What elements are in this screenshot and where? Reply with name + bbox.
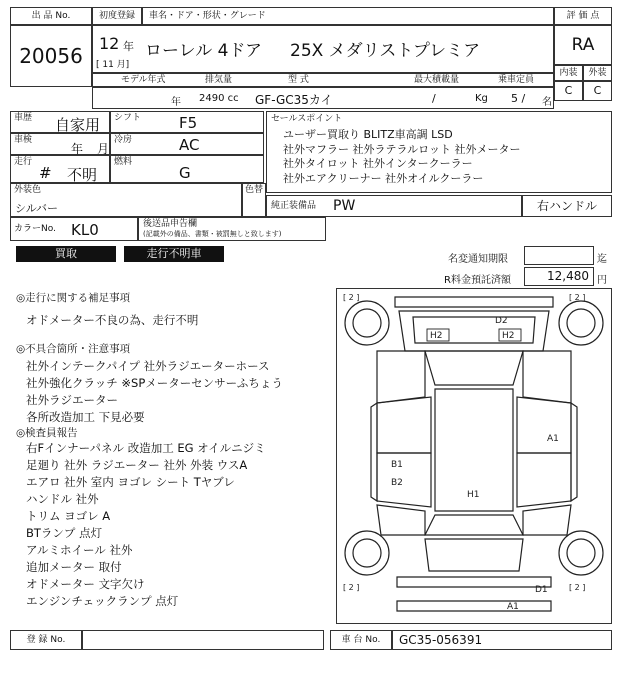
color-change-label: 色替 <box>245 185 264 195</box>
car-name: ローレル 4ドア <box>145 41 262 61</box>
sales-point-item: 社外マフラー 社外ラテラルロット 社外メーター <box>283 142 521 156</box>
door-rear-right <box>517 453 571 507</box>
mark-a1-rear: A1 <box>507 602 519 612</box>
sales-point-item: ユーザー買取り BLITZ車高調 LSD <box>283 128 453 141</box>
ext-color-cell <box>10 183 242 217</box>
ac-value: AC <box>179 136 200 154</box>
inspection-cell <box>10 133 110 155</box>
note-line: 追加メーター 取付 <box>26 560 122 574</box>
shift-value: F5 <box>179 114 198 132</box>
ac-label: 冷房 <box>114 135 133 145</box>
displacement-label: 排気量 <box>205 75 233 85</box>
mileage-prefix: # <box>39 164 52 182</box>
grade-label: 評 価 点 <box>566 11 600 21</box>
capacity: 5 / <box>511 92 526 105</box>
year-unit: 年 <box>123 40 134 53</box>
color-no-label: カラーNo. <box>14 224 56 234</box>
sales-point-label: セールスポイント <box>271 114 343 124</box>
fender-rear-right <box>523 505 571 535</box>
interior-value-cell <box>554 81 583 101</box>
rear-glass <box>425 515 523 535</box>
note-line: オドメーター不良の為、走行不明 <box>26 313 199 327</box>
car-name-label: 車名・ドア・形状・グレード <box>149 11 266 21</box>
ext-color-value: シルバー <box>15 202 58 215</box>
note-line: トリム ヨゴレ A <box>26 509 111 523</box>
note-line: 各所改造加工 下見必要 <box>26 410 145 424</box>
mark-b2: B2 <box>391 478 403 488</box>
chassis-value-cell <box>392 630 612 650</box>
note-line: 社外インテークパイプ 社外ラジエーターホース <box>26 359 270 373</box>
car-diagram-frame <box>336 288 612 624</box>
wheel-rear-left-hub <box>353 539 381 567</box>
lot-number-cell <box>10 25 92 87</box>
max-load-unit: Kg <box>475 93 488 104</box>
wheel-front-right <box>559 301 603 345</box>
fuel-value: G <box>179 164 191 182</box>
lot-number: 20056 <box>19 44 83 68</box>
interior-label-cell <box>554 65 583 81</box>
windshield <box>425 351 523 385</box>
note-line: エアロ 社外 室内 ヨゴレ シート Tヤブレ <box>26 475 235 489</box>
lot-label-cell <box>10 7 92 25</box>
wheel-rear-right-hub <box>567 539 595 567</box>
reg-no-label-cell <box>10 630 82 650</box>
trunk-lid <box>425 539 523 571</box>
aftermarket-note: (記載外の備品、書類・被罰無しと致します) <box>143 230 282 238</box>
wheel-rear-right <box>559 531 603 575</box>
deadline-label: 名変通知期限 <box>448 254 508 265</box>
standard-equip-value: PW <box>333 198 356 214</box>
first-reg-month: [ 11 月] <box>96 60 130 70</box>
chassis-label: 車 台 No. <box>341 635 381 645</box>
reg-no-label: 登 録 No. <box>26 635 66 645</box>
exterior-value-cell <box>583 81 612 101</box>
grade-value-cell <box>554 25 612 65</box>
first-reg-label: 初度登録 <box>98 11 135 21</box>
displacement: 2490 cc <box>199 93 239 104</box>
side-skirt-left <box>371 403 377 501</box>
notes-block <box>16 290 326 610</box>
sales-point-item: 社外タイロット 社外インタークーラー <box>283 157 473 170</box>
aftermarket-cell <box>138 217 326 241</box>
max-load-label: 最大積載量 <box>414 75 460 85</box>
corner-label-bottom-right: [ 2 ] <box>569 583 586 592</box>
fuel-cell <box>110 155 264 183</box>
deadline-box <box>524 246 594 265</box>
front-bumper <box>395 297 553 307</box>
car-diagram <box>337 289 611 623</box>
mileage-cell <box>10 155 110 183</box>
fender-rear-left <box>377 505 425 535</box>
mark-h1: H1 <box>467 490 480 500</box>
deadline-unit: 迄 <box>597 254 607 265</box>
shift-label: シフト <box>114 113 142 123</box>
note-heading: ◎不具合箇所・注意事項 <box>16 343 131 355</box>
history-cell <box>10 111 110 133</box>
mark-d1: D1 <box>535 585 548 595</box>
note-heading: ◎走行に関する補足事項 <box>16 292 131 304</box>
lot-label: 出 品 No. <box>31 11 71 21</box>
model-year-label: モデル年式 <box>121 75 166 85</box>
corner-label-top-right: [ 2 ] <box>569 293 586 302</box>
fender-front-left <box>377 351 425 403</box>
spec-label-row <box>92 73 554 87</box>
recycle-unit: 円 <box>597 275 607 286</box>
first-reg-year: 12 <box>99 34 120 53</box>
sales-point-cell <box>266 111 612 193</box>
sales-point-item: 社外エアクリーナー 社外オイルクーラー <box>283 171 484 185</box>
corner-label-top-left: [ 2 ] <box>343 293 360 302</box>
spec-value-row <box>92 87 554 109</box>
mark-h2-right: H2 <box>502 331 515 341</box>
note-line: 足廻り 社外 ラジエーター 社外 外装 ウスA <box>26 458 248 472</box>
interior-label: 内装 <box>559 68 578 78</box>
grade-value: RA <box>571 35 595 55</box>
capacity-unit: 名 <box>542 97 552 108</box>
door-rear-left <box>377 453 431 507</box>
wheel-front-left <box>345 301 389 345</box>
side-skirt-right <box>571 403 577 501</box>
note-line: 右Fインナーパネル 改造加工 EG オイルニジミ <box>26 441 266 455</box>
standard-equip-cell <box>266 195 522 217</box>
type-label: 型 式 <box>288 75 309 85</box>
ext-color-label: 外装色 <box>14 185 42 195</box>
sales-point-list <box>283 128 520 186</box>
steering-value: 右ハンドル <box>536 199 597 213</box>
note-line: ハンドル 社外 <box>26 492 99 506</box>
purchase-tag: 買取 <box>16 246 116 262</box>
note-line: 社外ラジエーター <box>26 393 118 407</box>
recycle-box <box>524 267 594 286</box>
mileage-value: 不明 <box>67 166 98 184</box>
color-change-cell <box>242 183 266 217</box>
color-no-cell <box>10 217 138 241</box>
mileage-label: 走行 <box>14 157 33 167</box>
note-line: オドメーター 文字欠け <box>26 577 145 591</box>
model-year-unit: 年 <box>171 97 181 108</box>
history-label: 車歴 <box>14 113 33 123</box>
door-front-left <box>377 397 431 453</box>
mark-a1-right-door: A1 <box>547 434 559 444</box>
mark-d2: D2 <box>495 316 508 326</box>
aftermarket-label: 後送品申告欄 <box>143 219 198 229</box>
type-value: GF-GC35カイ <box>255 93 333 107</box>
recycle-label: R料金預託済額 <box>444 275 511 286</box>
note-heading: ◎検査員報告 <box>16 427 78 439</box>
inspection-month: 月 <box>97 142 110 156</box>
note-line: アルミホイール 社外 <box>26 543 133 557</box>
first-reg-label-cell <box>92 7 142 25</box>
fuel-label: 燃料 <box>114 157 133 167</box>
rear-valance <box>397 601 551 611</box>
max-load: / <box>432 92 436 105</box>
ac-cell <box>110 133 264 155</box>
fender-front-right <box>523 351 571 403</box>
chassis-label-cell <box>330 630 392 650</box>
color-no-value: KL0 <box>71 221 99 239</box>
mark-b1: B1 <box>391 460 403 470</box>
shift-cell <box>110 111 264 133</box>
rear-bumper <box>397 577 551 587</box>
standard-equip-label: 純正装備品 <box>271 201 317 211</box>
note-spacer <box>16 329 326 341</box>
reg-no-value-cell <box>82 630 324 650</box>
corner-label-bottom-left: [ 2 ] <box>343 583 360 592</box>
inspection-year: 年 <box>71 142 84 156</box>
door-front-right <box>517 397 571 453</box>
grade-label-cell <box>554 7 612 25</box>
wheel-rear-left <box>345 531 389 575</box>
recycle-amount: 12,480 <box>547 269 589 283</box>
wheel-front-right-hub <box>567 309 595 337</box>
note-line: BTランプ 点灯 <box>26 526 103 540</box>
mark-h2-left: H2 <box>430 331 443 341</box>
inspection-label: 車検 <box>14 135 33 145</box>
car-grade: 25X メダリストプレミア <box>290 41 481 61</box>
interior-value: C <box>564 84 573 97</box>
history-value: 自家用 <box>55 116 101 134</box>
wheel-front-left-hub <box>353 309 381 337</box>
chassis-no: GC35-056391 <box>399 633 483 647</box>
exterior-label: 外装 <box>588 68 607 78</box>
steering-cell <box>522 195 612 217</box>
mileage-unknown-tag: 走行不明車 <box>124 246 224 262</box>
car-name-label-cell <box>142 7 554 25</box>
exterior-label-cell <box>583 65 612 81</box>
capacity-label: 乗車定員 <box>498 75 535 85</box>
car-name-cell <box>92 25 554 73</box>
note-line: 社外強化クラッチ ※SPメーターセンサーふちょう <box>26 376 283 390</box>
exterior-value: C <box>593 84 602 97</box>
note-line: エンジンチェックランプ 点灯 <box>26 594 179 608</box>
